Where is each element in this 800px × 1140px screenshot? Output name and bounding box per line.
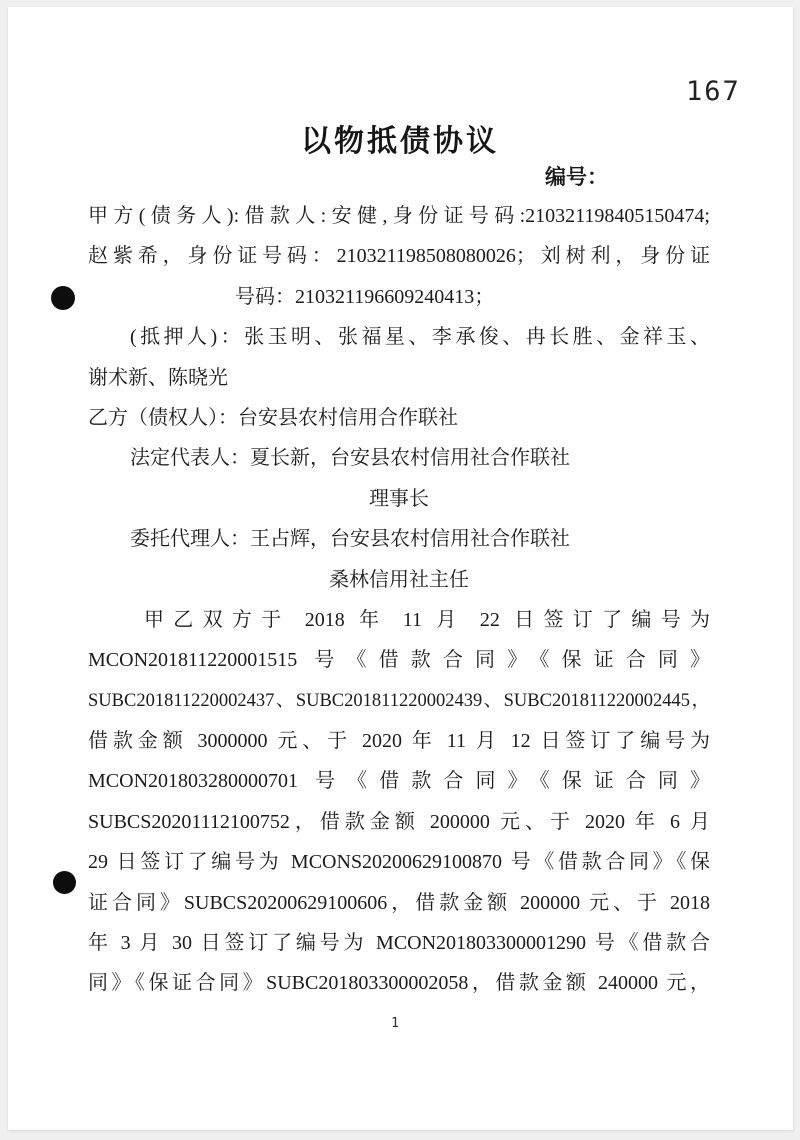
doc-line: 29 日签订了编号为 MCONS20200629100870 号《借款合同》《保 xyxy=(88,851,710,874)
doc-line: 同》《保证合同》SUBC201803300002058，借款金额 240000 元， xyxy=(88,972,710,995)
punch-hole-top xyxy=(51,286,75,310)
doc-line: MCON201811220001515 号《借款合同》《保证合同》 xyxy=(88,649,710,672)
doc-line: 法定代表人：夏长新，台安县农村信用社合作联社 xyxy=(130,447,570,470)
doc-line: MCON201803280000701 号《借款合同》《保证合同》 xyxy=(88,770,710,793)
doc-line: 甲方(债务人):借款人:安健,身份证号码:210321198405150474; xyxy=(88,205,710,227)
doc-line: 年 3 月 30 日签订了编号为 MCON201803300001290 号《借款合 xyxy=(88,932,710,955)
doc-line: 谢术新、陈晓光 xyxy=(88,366,228,389)
punch-hole-bottom xyxy=(53,871,76,894)
document-title: 以物抵债协议 xyxy=(301,124,499,159)
corner-page-number: 167 xyxy=(686,76,741,107)
doc-line: (抵押人)：张玉明、张福星、李承俊、冉长胜、金祥玉、 xyxy=(130,326,710,349)
doc-line: 号码：210321196609240413； xyxy=(235,285,495,308)
doc-line: 赵紫希，身份证号码：210321198508080026；刘树利，身份证 xyxy=(88,245,710,268)
doc-line: 委托代理人：王占辉，台安县农村信用社合作联社 xyxy=(130,528,570,551)
doc-line: 证合同》SUBCS20200629100606，借款金额 200000 元、于 2018 xyxy=(88,891,710,914)
doc-line: SUBCS20201112100752，借款金额 200000 元、于 2020 年 6 月 xyxy=(88,810,710,833)
doc-line: 甲乙双方于 2018 年 11 月 22 日签订了编号为 xyxy=(144,608,710,631)
doc-line: 乙方（债权人）：台安县农村信用合作联社 xyxy=(88,406,458,429)
doc-line: 桑林信用社主任 xyxy=(329,568,469,591)
doc-line: 理事长 xyxy=(369,487,429,510)
document-number-label: 编号： xyxy=(545,165,608,189)
doc-line: SUBC201811220002437、SUBC201811220002439、SUBC201811220002445， xyxy=(88,690,710,711)
document-body xyxy=(88,196,710,1004)
doc-line: 借款金额 3000000 元、于 2020 年 11 月 12 日签订了编号为 xyxy=(88,730,710,753)
footer-page-number: 1 xyxy=(391,1016,399,1031)
